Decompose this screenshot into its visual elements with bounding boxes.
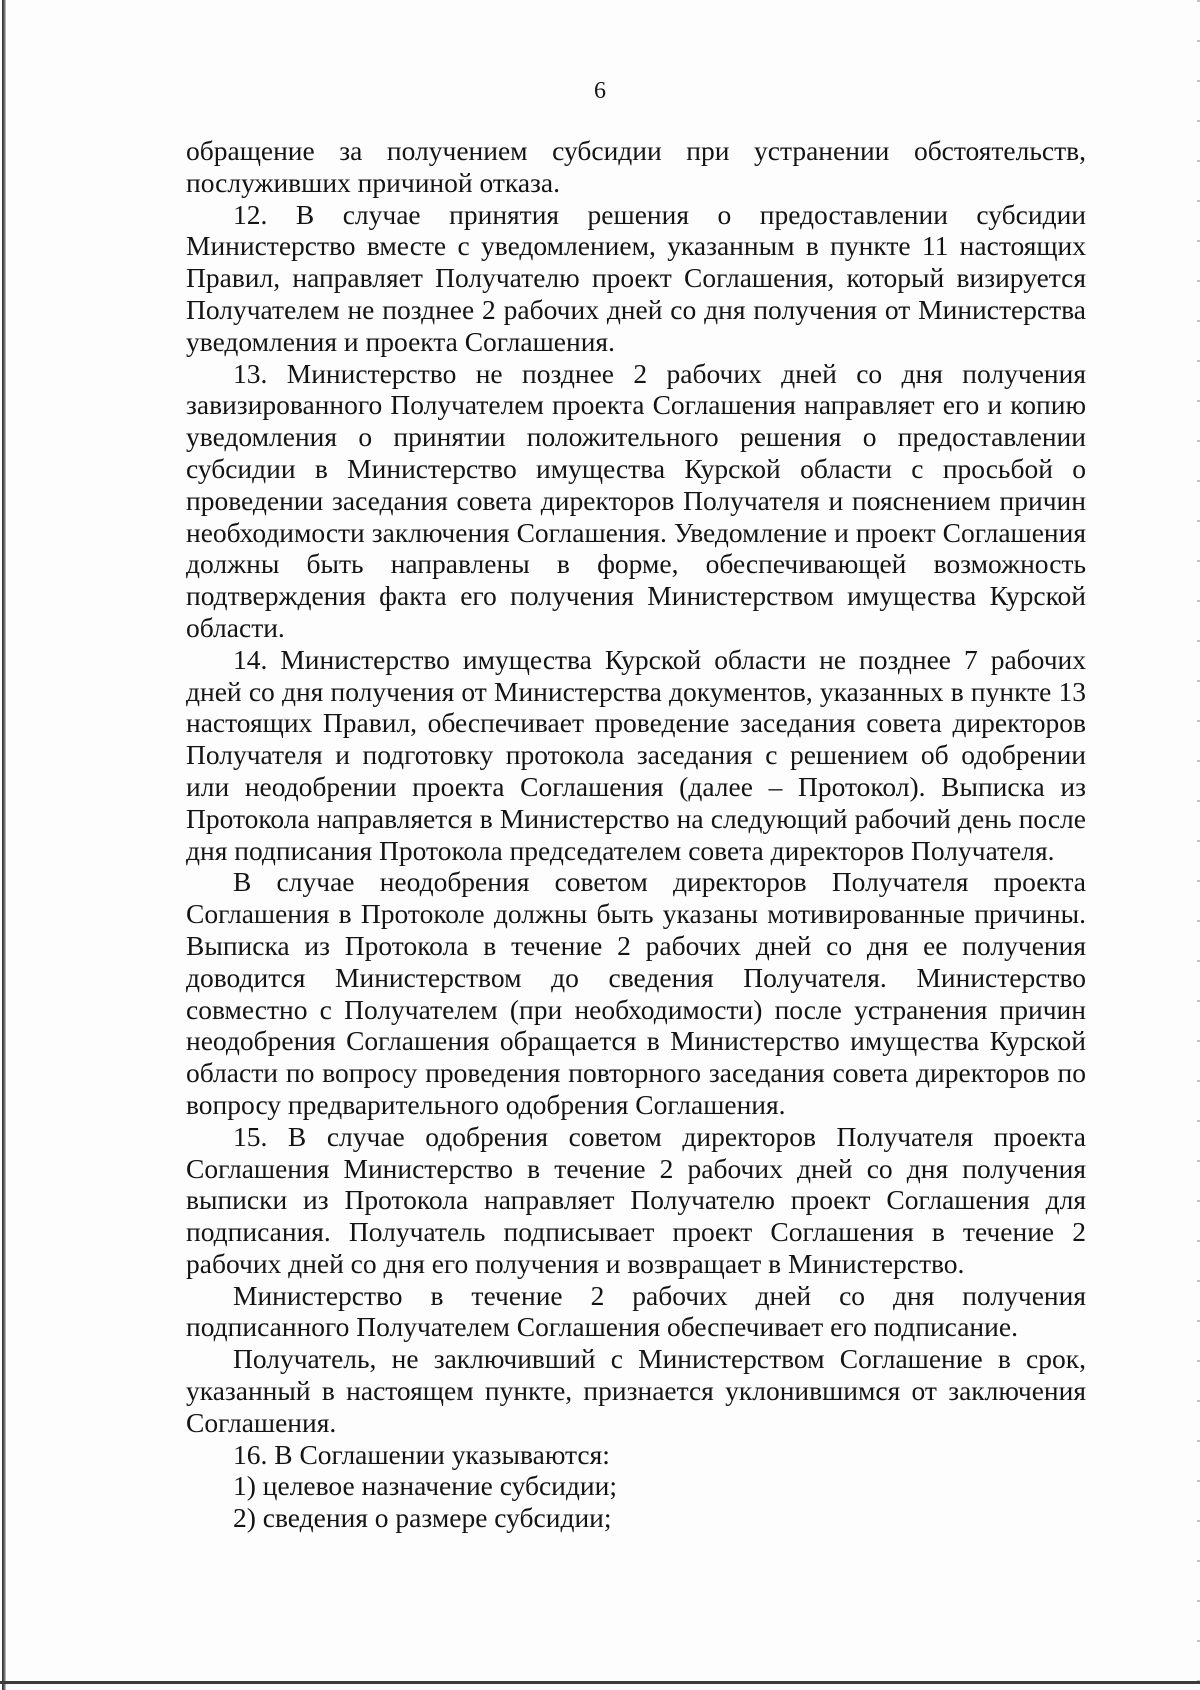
paragraph-14-rejection: В случае неодобрения советом директоров Получателя проекта Соглашения в Протоколе должны быть указаны мотивированные причины. Выписка из Протокола в течение 2 рабочих дней со дня ее получения доводится Министерством до сведения Получателя. Министерство совместно с Получателем (при необходимости) после устранения причин неодобрения Соглашения обращается в Министерство имущества Курской области по вопросу проведения повторного заседания совета директоров по вопросу предварительного одобрения Соглашения.	[186, 866, 1086, 1120]
document-body	[186, 135, 1086, 1534]
page-number: 6	[594, 78, 606, 104]
scan-edge-left	[2, 0, 6, 1690]
paragraph-16-heading: 16. В Соглашении указываются:	[233, 1438, 610, 1470]
paragraph-continuation: обращение за получением субсидии при устранении обстоятельств, послуживших причиной отказа.	[186, 135, 1086, 198]
scan-edge-bottom	[0, 1681, 1200, 1684]
paragraph-15-signing: Министерство в течение 2 рабочих дней со дня получения подписанного Получателем Соглашения обеспечивает его подписание.	[186, 1279, 1086, 1343]
paragraph-12: 12. В случае принятия решения о предоставлении субсидии Министерство вместе с уведомлением, указанным в пункте 11 настоящих Правил, направляет Получателю проект Соглашения, который визируется Получателем не позднее 2 рабочих дней со дня получения от Министерства уведомления и проекта Соглашения.	[186, 198, 1086, 357]
paragraph-15-evasion: Получатель, не заключивший с Министерством Соглашение в срок, указанный в настоящем пункте, признается уклонившимся от заключения Соглашения.	[186, 1343, 1086, 1438]
paragraph-14: 14. Министерство имущества Курской области не позднее 7 рабочих дней со дня получения от Министерства документов, указанных в пункте 13 настоящих Правил, обеспечивает проведение заседания совета директоров Получателя и подготовку протокола заседания с решением об одобрении или неодобрении проекта Соглашения (далее – Протокол). Выписка из Протокола направляется в Министерство на следующий рабочий день после дня подписания Протокола председателем совета директоров Получателя.	[186, 643, 1086, 866]
paragraph-15: 15. В случае одобрения советом директоров Получателя проекта Соглашения Министерство в течение 2 рабочих дней со дня получения выписки из Протокола направляет Получателю проект Соглашения для подписания. Получатель подписывает проект Соглашения в течение 2 рабочих дней со дня его получения и возвращает в Министерство.	[186, 1120, 1086, 1279]
paragraph-13: 13. Министерство не позднее 2 рабочих дней со дня получения завизированного Получателем проекта Соглашения направляет его и копию уведомления о принятии положительного решения о предоставлении субсидии в Министерство имущества Курской области с просьбой о проведении заседания совета директоров Получателя и пояснением причин необходимости заключения Соглашения. Уведомление и проект Соглашения должны быть направлены в форме, обеспечивающей возможность подтверждения факта его получения Министерством имущества Курской области.	[186, 357, 1086, 643]
list-item-1: 1) целевое назначение субсидии;	[233, 1470, 617, 1502]
list-item-2: 2) сведения о размере субсидии;	[233, 1502, 612, 1534]
